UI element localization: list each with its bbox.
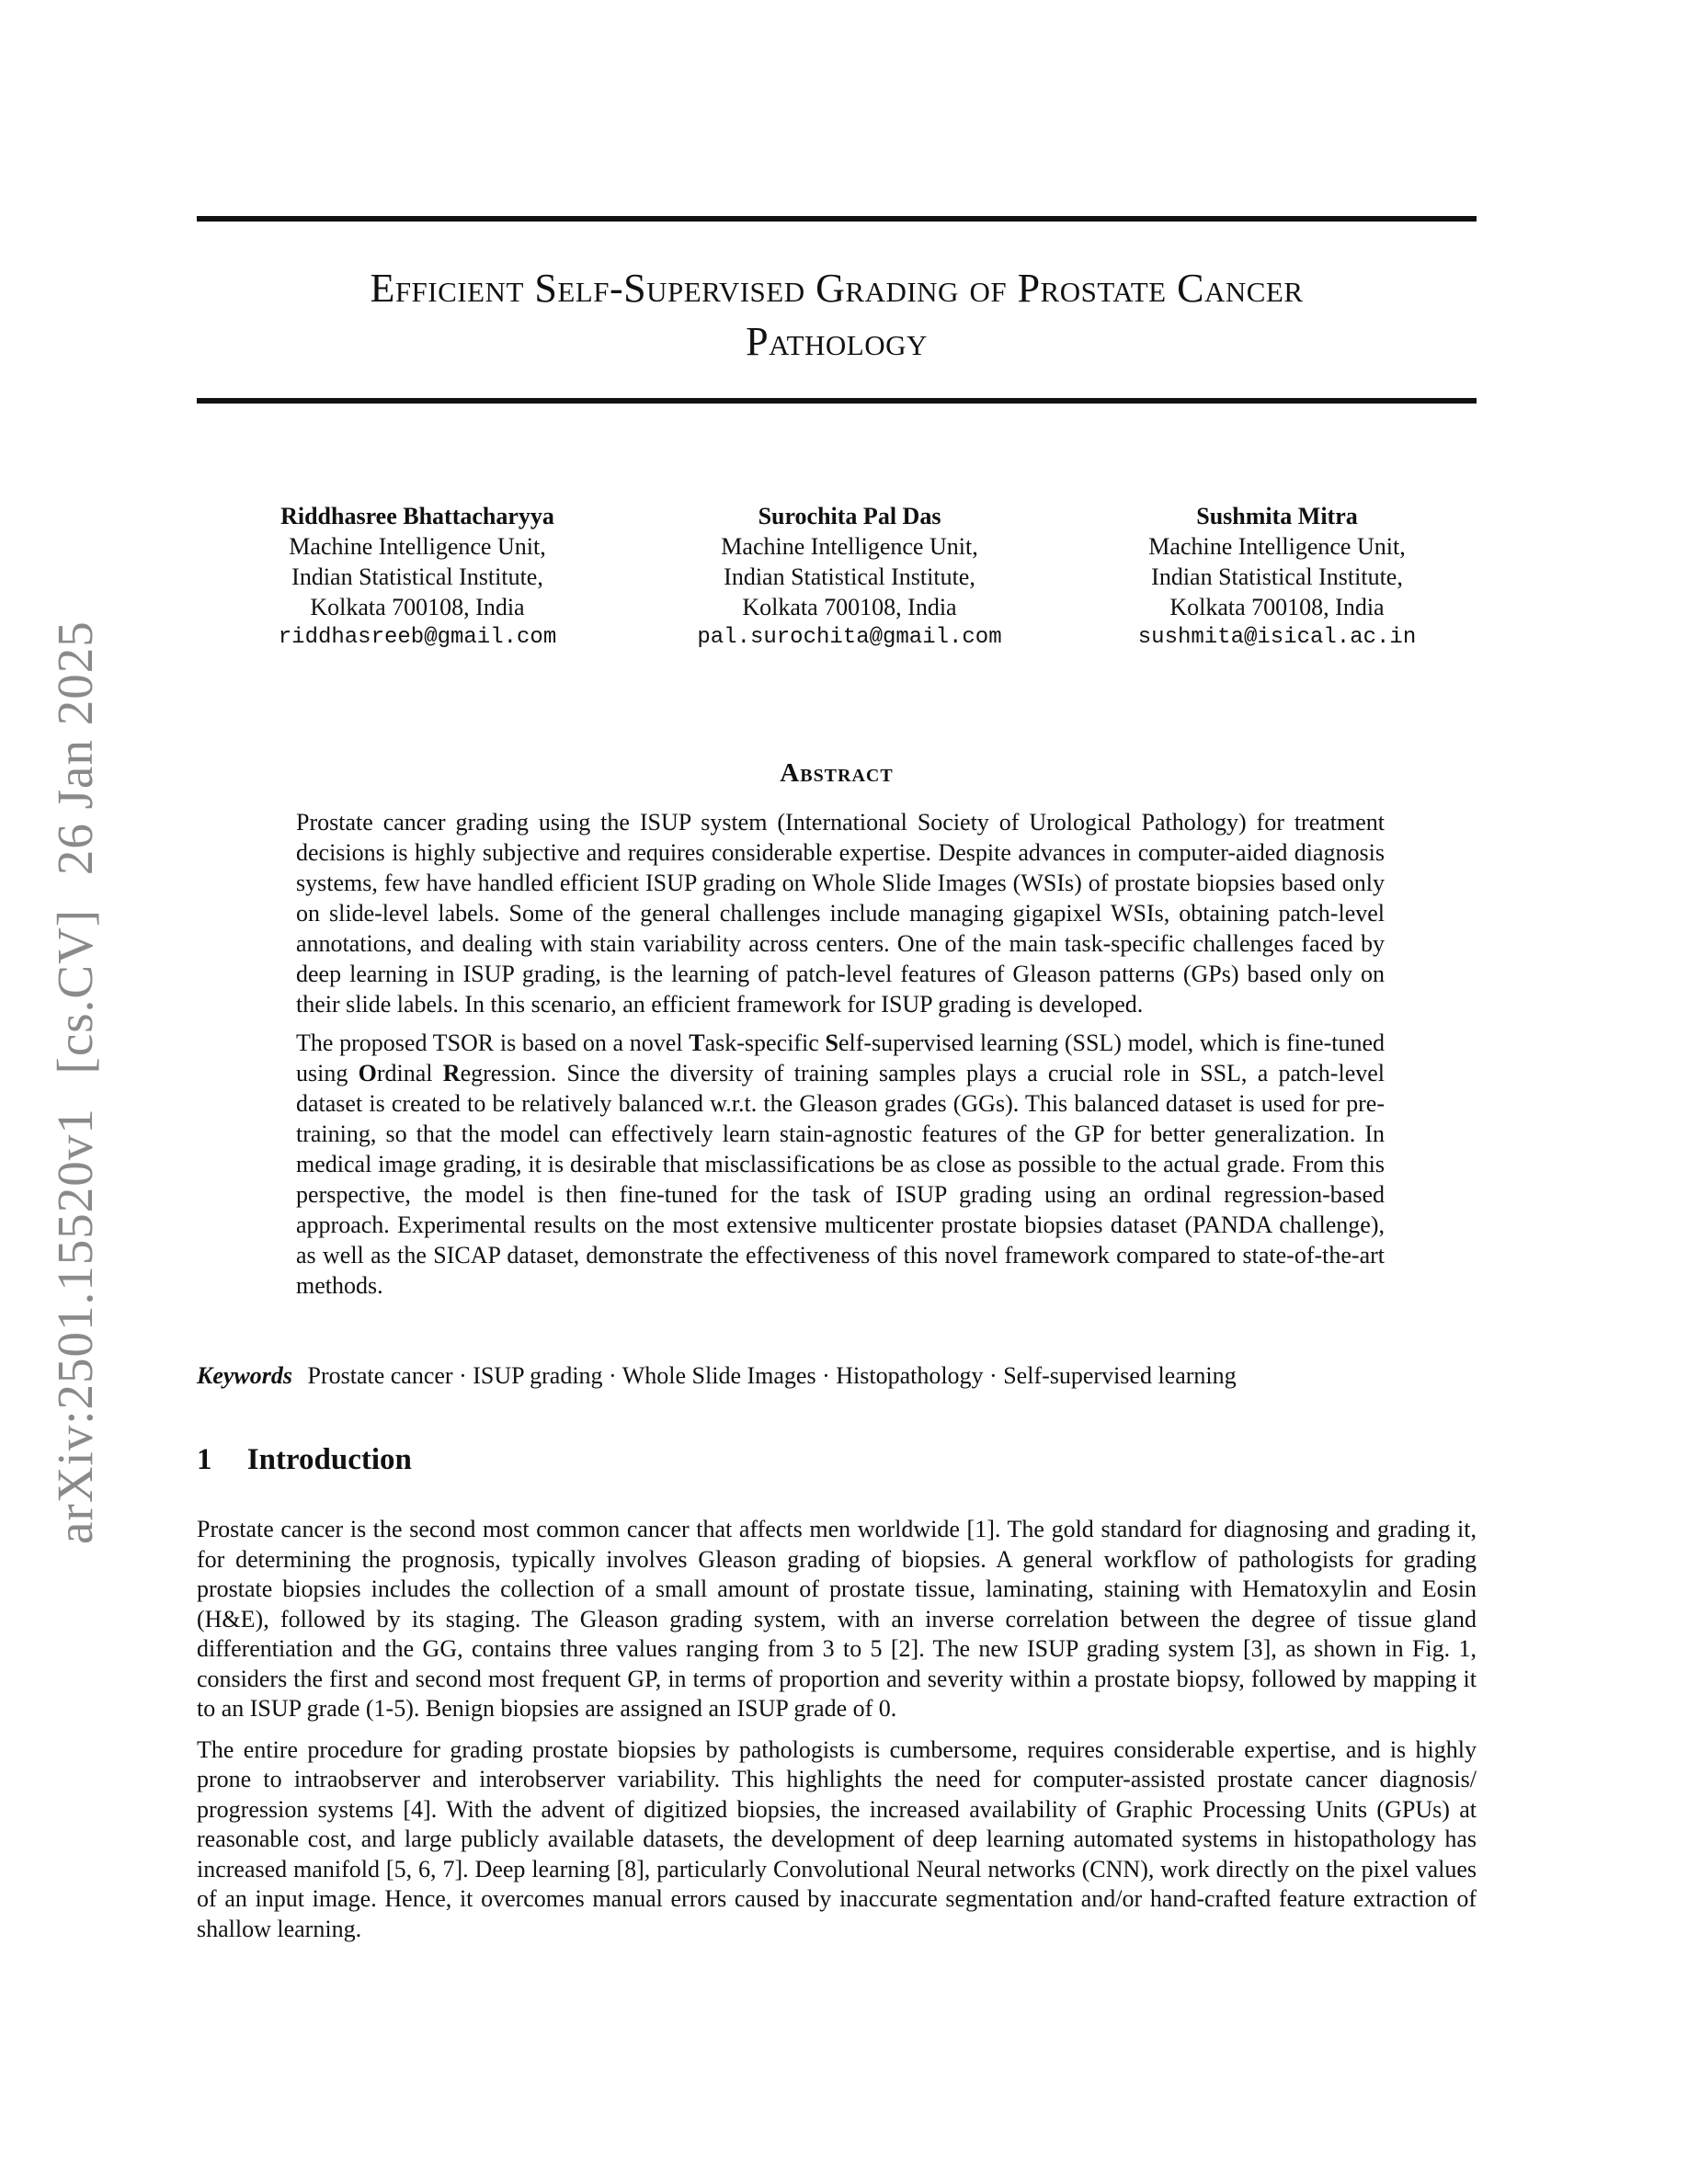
abstract-text: egression. Since the diversity of training samples plays a crucial role in SSL, a patch-level dataset is created to be relatively balanced w.r.t. the Gleason grades (GGs). This balanced dataset is used for pre-training, so that the model can effectively learn stain-agnostic features of the GP for better generalization. In medical image grading, it is desirable that misclassifications be as close as possible to the actual grade. From this perspective, the model is then fine-tuned for the task of ISUP grading using an ordinal regression-based approach. Experimental results on the most extensive multicenter prostate biopsies dataset (PANDA challenge), as well as the SICAP dataset, demonstrate the effectiveness of this novel framework compared to state-of-the-art methods. (296, 1060, 1385, 1299)
author-unit: Machine Intelligence Unit, (721, 533, 978, 560)
author-name: Riddhasree Bhattacharyya (280, 503, 554, 529)
intro-paragraph-1: Prostate cancer is the second most common cancer that affects men worldwide [1]. The gold standard for diagnosing and grading it, for determining the prognosis, typically involves Gleason grading of biopsies. A general workflow of pathologists for grading prostate biopsies includes the collection of a small amount of prostate tissue, laminating, staining with Hematoxylin and Eosin (H&E), followed by its staging. The Gleason grading system, with an inverse correlation between the degree of tissue gland differentiation and the GG, contains three values ranging from 3 to 5 [2]. The new ISUP grading system [3], as shown in Fig. 1, considers the first and second most frequent GP, in terms of proportion and severity within a prostate biopsy, followed by mapping it to an ISUP grade (1-5). Benign biopsies are assigned an ISUP grade of 0. (197, 1516, 1477, 1722)
keywords-label: Keywords (197, 1362, 292, 1389)
keywords (197, 1360, 1477, 1391)
acronym-letter: S (825, 1029, 838, 1056)
author-unit: Machine Intelligence Unit, (1148, 533, 1406, 560)
author-city: Kolkata 700108, India (1169, 594, 1385, 620)
author-1 (243, 501, 592, 653)
author-institute: Indian Statistical Institute, (724, 563, 975, 590)
arxiv-id: arXiv:2501.15520v1 (47, 1108, 103, 1544)
author-city: Kolkata 700108, India (310, 594, 525, 620)
keywords-list: Prostate cancer · ISUP grading · Whole Slide Images · Histopathology · Self-supervised learning (307, 1362, 1237, 1389)
paper-title-line-1: Efficient Self-Supervised Grading of Prostate Cancer (370, 266, 1304, 311)
abstract-body (296, 807, 1385, 1309)
author-email[interactable]: pal.surochita@gmail.com (697, 625, 1002, 650)
section-heading (197, 1443, 412, 1477)
acronym-letter: R (442, 1060, 461, 1086)
title-rule-bottom (197, 398, 1477, 404)
acronym-letter: T (689, 1029, 705, 1056)
author-email[interactable]: riddhasreeb@gmail.com (278, 625, 557, 650)
arxiv-date: 26 Jan 2025 (47, 620, 103, 876)
author-3 (1084, 501, 1470, 653)
author-block (197, 501, 1477, 657)
author-city: Kolkata 700108, India (742, 594, 957, 620)
author-institute: Indian Statistical Institute, (1151, 563, 1403, 590)
section-title: Introduction (246, 1443, 412, 1476)
intro-paragraph-2: The entire procedure for grading prostate biopsies by pathologists is cumbersome, requires considerable expertise, and is highly prone to intraobserver and interobserver variability. This highlights the need for computer-assisted prostate cancer diagnosis/ progression systems [4]. With the advent of digitized biopsies, the increased availability of Graphic Processing Units (GPUs) at reasonable cost, and large publicly available datasets, the development of deep learning automated systems in histopathology has increased manifold [5, 6, 7]. Deep learning [8], particularly Convolutional Neural networks (CNN), work directly on the pixel values of an input image. Hence, it overcomes manual errors caused by inaccurate segmentation and/or hand-crafted feature extraction of shallow learning. (197, 1735, 1477, 1942)
author-email[interactable]: sushmita@isical.ac.in (1137, 625, 1417, 650)
abstract-text: ask-specific (704, 1029, 826, 1056)
arxiv-side-stamp (46, 600, 104, 1544)
author-2 (656, 501, 1043, 653)
author-name: Surochita Pal Das (758, 503, 941, 529)
author-institute: Indian Statistical Institute, (291, 563, 543, 590)
abstract-heading: Abstract (780, 758, 894, 788)
abstract-paragraph-1: Prostate cancer grading using the ISUP system (International Society of Urological Pathology) for treatment decisions is highly subjective and requires considerable expertise. Despite advances in computer-aided diagnosis systems, few have handled efficient ISUP grading on Whole Slide Images (WSIs) of prostate biopsies based only on slide-level labels. Some of the general challenges include managing gigapixel WSIs, obtaining patch-level annotations, and dealing with stain variability across centers. One of the main task-specific challenges faced by deep learning in ISUP grading, is the learning of patch-level features of Gleason patterns (GPs) based only on their slide labels. In this scenario, an efficient framework for ISUP grading is developed. (296, 809, 1385, 1018)
introduction-body (197, 1515, 1477, 1955)
abstract-text: The proposed TSOR is based on a novel (296, 1029, 690, 1056)
abstract-text: rdinal (376, 1060, 443, 1086)
author-name: Sushmita Mitra (1196, 503, 1358, 529)
paper-title-line-2: Pathology (746, 319, 928, 364)
abstract-text: elf-supervised learning (SSL) model, which is fine-tuned using (296, 1029, 1385, 1086)
section-number: 1 (197, 1443, 212, 1476)
paper-title (197, 262, 1477, 369)
author-unit: Machine Intelligence Unit, (289, 533, 546, 560)
arxiv-category: [cs.CV] (47, 908, 103, 1075)
acronym-letter: O (358, 1060, 377, 1086)
title-rule-top (197, 216, 1477, 222)
abstract-paragraph-2 (296, 1028, 1385, 1301)
